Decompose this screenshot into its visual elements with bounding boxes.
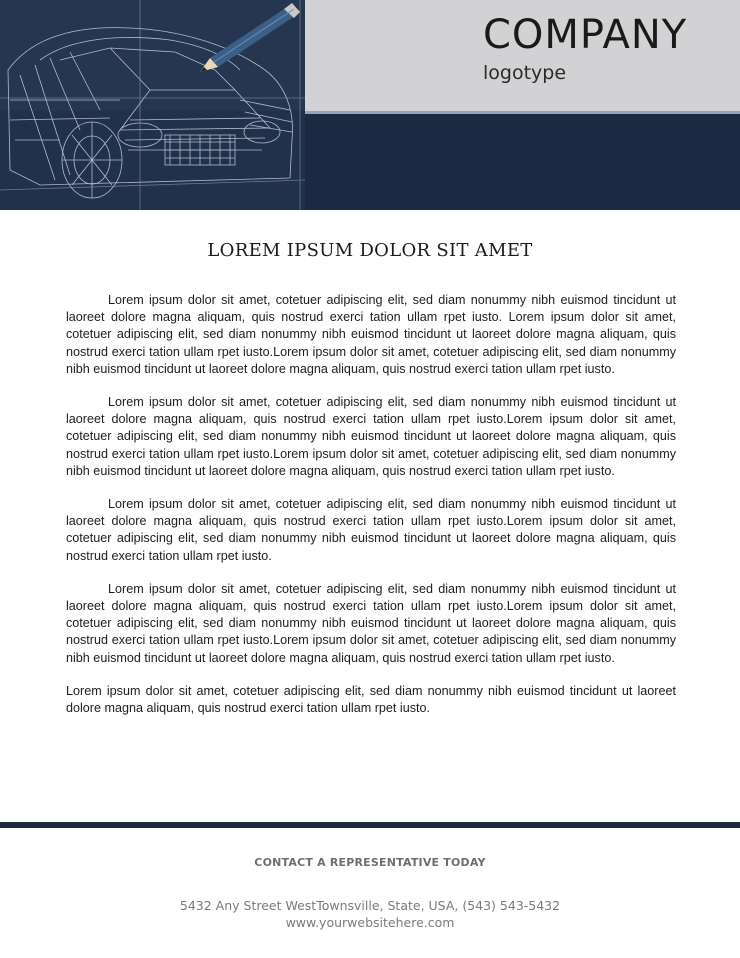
body-paragraph: Lorem ipsum dolor sit amet, cotetuer adipiscing elit, sed diam nonummy nibh euismod tincidunt ut laoreet dolore magna aliquam, quis nostrud exerci tation ullam rpet iusto.Lorem ipsum dolor sit amet, cotetuer adipiscing elit, sed diam nonummy nibh euismod tincidunt ut laoreet dolore magna aliquam, quis nostrud exerci tation ullam rpet iusto.Lorem ipsum dolor sit amet, cotetuer adipiscing elit, sed diam nonummy nibh euismod tincidunt ut laoreet dolore magna aliquam, quis nostrud exerci tation ullam rpet iusto. <box>66 581 676 665</box>
document-title: LOREM IPSUM DOLOR SIT AMET <box>207 240 533 261</box>
contact-address: 5432 Any Street WestTownsville, State, USA, (543) 543-5432 <box>179 898 561 913</box>
contact-heading: CONTACT A REPRESENTATIVE TODAY <box>254 856 486 869</box>
logotype-text: logotype <box>483 62 567 84</box>
footer-bar <box>0 822 740 828</box>
website-link[interactable]: www.yourwebsitehere.com <box>285 915 455 930</box>
document-body <box>66 292 676 733</box>
body-paragraph: Lorem ipsum dolor sit amet, cotetuer adipiscing elit, sed diam nonummy nibh euismod tincidunt ut laoreet dolore magna aliquam, quis nostrud exerci tation ullam rpet iusto. <box>66 683 676 716</box>
body-paragraph: Lorem ipsum dolor sit amet, cotetuer adipiscing elit, sed diam nonummy nibh euismod tincidunt ut laoreet dolore magna aliquam, quis nostrud exerci tation ullam rpet iusto.Lorem ipsum dolor sit amet, cotetuer adipiscing elit, sed diam nonummy nibh euismod tincidunt ut laoreet dolore magna aliquam, quis nostrud exerci tation ullam rpet iusto. <box>66 497 676 563</box>
car-wireframe-illustration <box>0 0 305 210</box>
letterhead-header <box>0 0 740 210</box>
body-paragraph: Lorem ipsum dolor sit amet, cotetuer adipiscing elit, sed diam nonummy nibh euismod tincidunt ut laoreet dolore magna aliquam, quis nostrud exerci tation ullam rpet iusto. Lorem ipsum dolor sit amet, cotetuer adipiscing elit, sed diam nonummy nibh euismod tincidunt ut laoreet dolore magna aliquam, quis nostrud exerci tation ullam rpet iusto.Lorem ipsum dolor sit amet, cotetuer adipiscing elit, sed diam nonummy nibh euismod tincidunt ut laoreet dolore magna aliquam, quis nostrud exerci tation ullam rpet iusto. <box>66 293 676 376</box>
company-name: COMPANY <box>483 12 688 58</box>
body-paragraph: Lorem ipsum dolor sit amet, cotetuer adipiscing elit, sed diam nonummy nibh euismod tincidunt ut laoreet dolore magna aliquam, quis nostrud exerci tation ullam rpet iusto.Lorem ipsum dolor sit amet, cotetuer adipiscing elit, sed diam nonummy nibh euismod tincidunt ut laoreet dolore magna aliquam, quis nostrud exerci tation ullam rpet iusto.Lorem ipsum dolor sit amet, cotetuer adipiscing elit, sed diam nonummy nibh euismod tincidunt ut laoreet dolore magna aliquam, quis nostrud exerci tation ullam rpet iusto. <box>66 395 676 478</box>
